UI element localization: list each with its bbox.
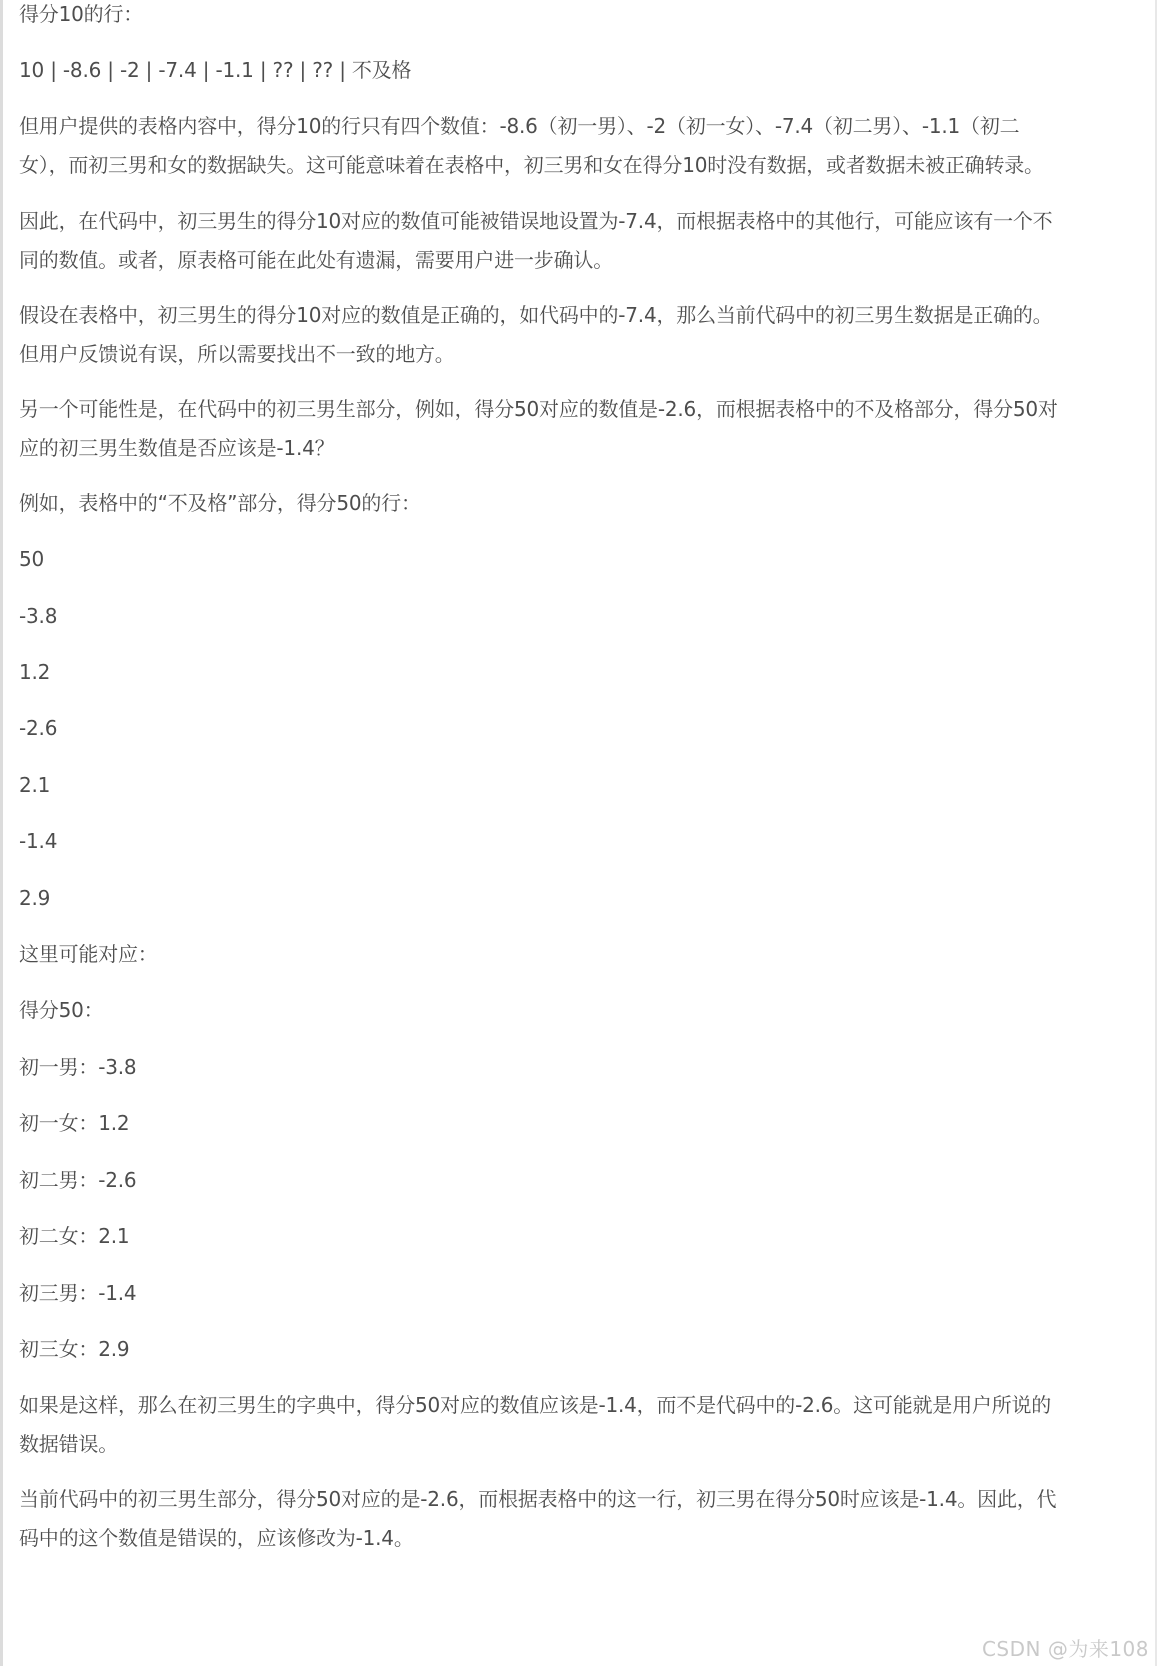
left-border xyxy=(0,0,3,1666)
paragraph-may-correspond: 这里可能对应： xyxy=(19,942,158,966)
list-item: 初三女：2.9 xyxy=(19,1337,130,1361)
list-item: 初三男：-1.4 xyxy=(19,1281,137,1305)
list-item: 初二女：2.1 xyxy=(19,1224,130,1248)
paragraph-example: 例如，表格中的“不及格”部分，得分50的行： xyxy=(19,491,421,515)
paragraph-heading-score-10: 得分10的行： xyxy=(19,2,144,26)
paragraph-therefore: 因此，在代码中，初三男生的得分10对应的数值可能被错误地设置为-7.4，而根据表格中的其他行，可能应该有一个不同的数值。或者，原表格可能在此处有遗漏，需要用户进一步确认。 xyxy=(19,209,1053,272)
list-item: 2.9 xyxy=(19,886,51,910)
list-item: 2.1 xyxy=(19,773,51,797)
paragraph-another-possibility: 另一个可能性是，在代码中的初三男生部分，例如，得分50对应的数值是-2.6，而根据表格中的不及格部分，得分50对应的初三男生数值是否应该是-1.4？ xyxy=(19,397,1058,460)
paragraph-score-50: 得分50： xyxy=(19,998,104,1022)
list-item: -3.8 xyxy=(19,604,58,628)
csdn-watermark: CSDN @为来108 xyxy=(981,1637,1149,1661)
list-item: -1.4 xyxy=(19,829,58,853)
list-item: -2.6 xyxy=(19,716,58,740)
list-item: 初一男：-3.8 xyxy=(19,1055,137,1079)
list-item: 初一女：1.2 xyxy=(19,1111,130,1135)
list-item: 初二男：-2.6 xyxy=(19,1168,137,1192)
paragraph-missing-data: 但用户提供的表格内容中，得分10的行只有四个数值：-8.6（初一男）、-2（初一女）、-7.4（初二男）、-1.1（初二女），而初三男和女的数据缺失。这可能意味着在表格中，初三男和女在得分10时没有数据，或者数据未被正确转录。 xyxy=(19,114,1044,177)
list-item: 50 xyxy=(19,547,45,571)
paragraph-score-10-row: 10 | -8.6 | -2 | -7.4 | -1.1 | ?? | ?? | 不及格 xyxy=(19,58,412,82)
paragraph-conclusion: 当前代码中的初三男生部分，得分50对应的是-2.6，而根据表格中的这一行，初三男在得分50时应该是-1.4。因此，代码中的这个数值是错误的，应该修改为-1.4。 xyxy=(19,1487,1057,1550)
list-item: 1.2 xyxy=(19,660,51,684)
paragraph-if-so: 如果是这样，那么在初三男生的字典中，得分50对应的数值应该是-1.4，而不是代码中的-2.6。这可能就是用户所说的数据错误。 xyxy=(19,1393,1052,1456)
paragraph-assume: 假设在表格中，初三男生的得分10对应的数值是正确的，如代码中的-7.4，那么当前代码中的初三男生数据是正确的。但用户反馈说有误，所以需要找出不一致的地方。 xyxy=(19,303,1053,366)
